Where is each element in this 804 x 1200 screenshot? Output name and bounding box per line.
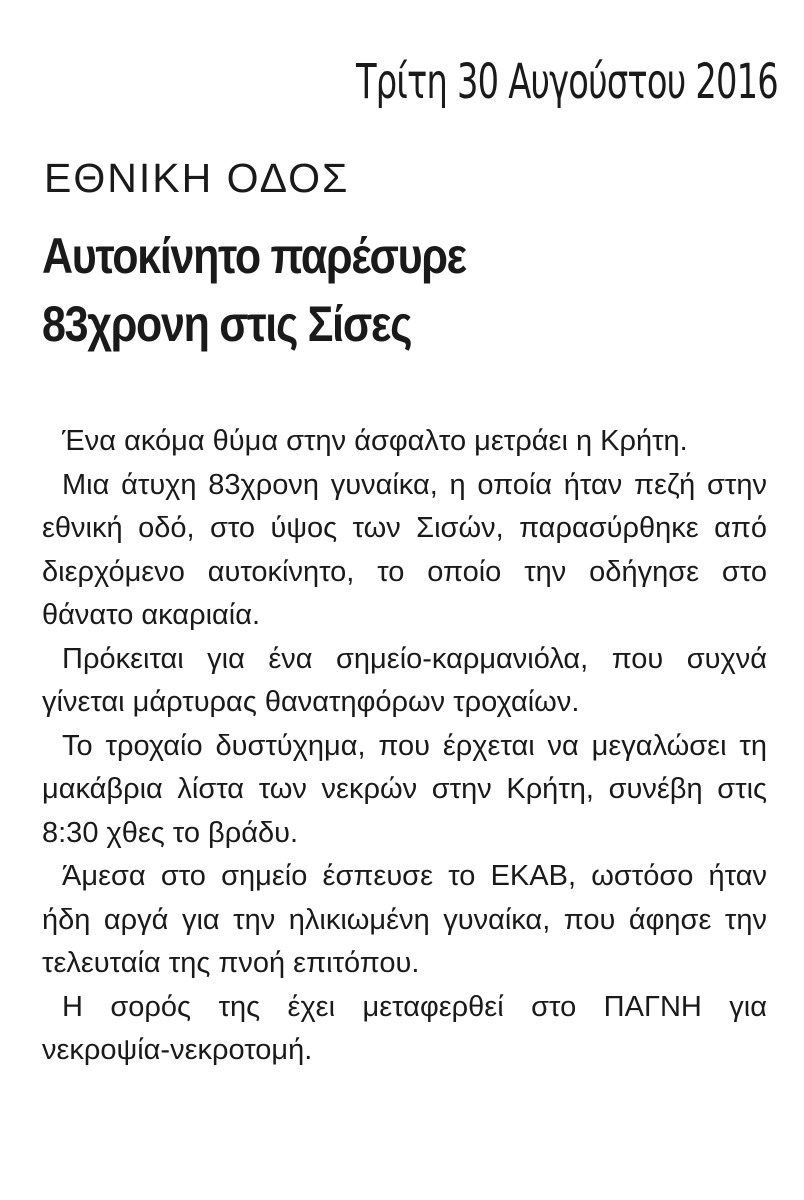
section-label: ΕΘΝΙΚΗ ΟΔΟΣ (44, 155, 350, 201)
headline-line-1: Αυτοκίνητο παρέσυρε (42, 228, 466, 284)
headline-line-2: 83χρονη στις Σίσες (42, 296, 412, 352)
article-headline (42, 222, 535, 358)
paragraph-6: Η σορός της έχει μεταφερθεί στο ΠΑΓΝΗ για νεκροψία-νεκροτομή. (42, 990, 767, 1066)
paragraph-5: Άμεσα στο σημείο έσπευσε το ΕΚΑΒ, ωστόσο ήταν ήδη αργά για την ηλικιωμένη γυναίκα, που άφησε την τελευταία της πνοή επιτόπου. (42, 860, 767, 979)
paragraph-4: Το τροχαίο δυστύχημα, που έρχεται να μεγαλώσει τη μακάβρια λίστα των νεκρών στην Κρήτη, συνέβη στις 8:30 χθες το βράδυ. (42, 729, 767, 849)
publication-date: Τρίτη 30 Αυγούστου 2016 (356, 54, 778, 110)
paragraph-2: Μια άτυχη 83χρονη γυναίκα, η οποία ήταν πεζή στην εθνική οδό, στο ύψος των Σισών, παρασύρθηκε από διερχόμενο αυτοκίνητο, το οποίο την οδήγησε στο θάνατο ακαριαία. (42, 468, 767, 631)
article-body (42, 420, 767, 1073)
paragraph-3: Πρόκειται για ένα σημείο-καρμανιόλα, που συχνά γίνεται μάρτυρας θανατηφόρων τροχαίων. (42, 642, 767, 718)
paragraph-1: Ένα ακόμα θύμα στην άσφαλτο μετράει η Κρήτη. (62, 425, 688, 457)
